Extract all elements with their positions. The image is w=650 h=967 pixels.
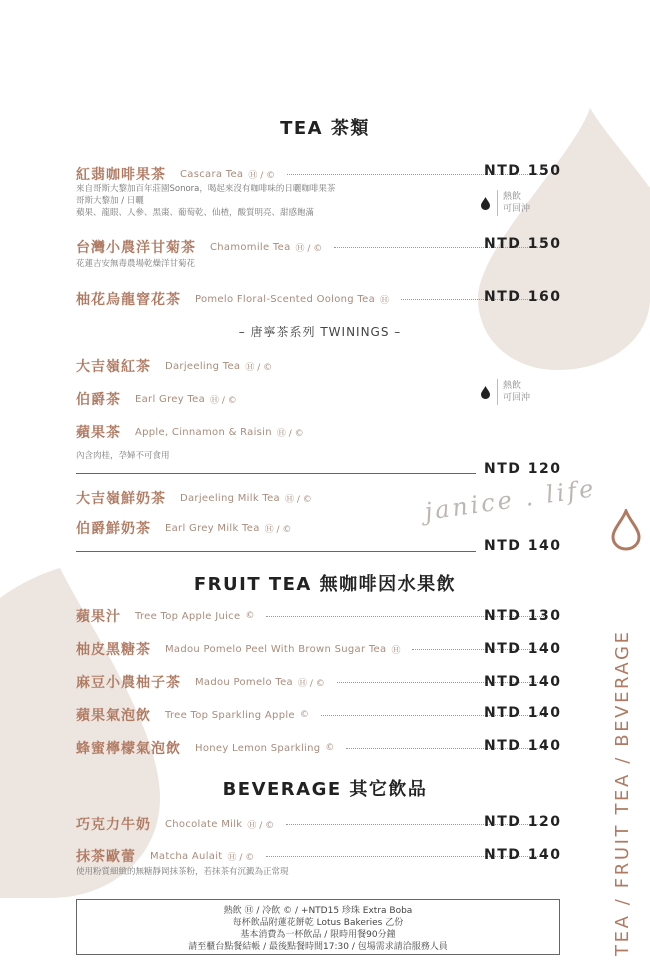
desc-matcha: 使用粉質細緻的無糖靜岡抹茶粉，若抹茶有沉澱為正常現 bbox=[76, 867, 289, 877]
item-name-en: Honey Lemon Sparkling bbox=[195, 742, 321, 754]
item-name-zh: 蘋果氣泡飲 bbox=[76, 708, 151, 724]
item-name-zh: 蘋果茶 bbox=[76, 425, 121, 441]
item-name-zh: 蘋果汁 bbox=[76, 609, 121, 625]
group-divider-line bbox=[76, 551, 476, 552]
notes-box bbox=[76, 899, 560, 955]
item-name-zh: 巧克力牛奶 bbox=[76, 817, 151, 833]
item-name-en: Pomelo Floral-Scented Oolong Tea bbox=[195, 293, 376, 305]
item-name-zh: 柚花烏龍窨花茶 bbox=[76, 292, 181, 308]
section-title-tea: TEA 茶類 bbox=[280, 118, 370, 139]
price-milk-tea: NTD 140 bbox=[484, 538, 562, 554]
temp-badge: © bbox=[299, 710, 309, 720]
drop-icon bbox=[481, 197, 490, 210]
hot-label: 熱飲 bbox=[503, 192, 522, 202]
item-name-zh: 伯爵茶 bbox=[76, 392, 121, 408]
desc-cascara-process: 哥斯大黎加 / 日曬 bbox=[76, 196, 144, 206]
desc-cascara-notes: 蘋果、龍眼、人參、黑棗、葡萄乾、仙楂，酸質明亮、甜感飽滿 bbox=[76, 208, 315, 218]
section-title-twinings: – 唐寧茶系列 TWININGS – bbox=[238, 325, 402, 339]
hot-refill-note-twinings bbox=[481, 377, 551, 409]
item-name-zh: 抹茶歐蕾 bbox=[76, 849, 136, 865]
temp-badge: Ⓗ / © bbox=[248, 170, 276, 181]
temp-badge: © bbox=[325, 743, 335, 753]
item-name-zh: 伯爵鮮奶茶 bbox=[76, 521, 151, 537]
temp-badge: Ⓗ / © bbox=[285, 494, 312, 505]
item-name-en: Tree Top Apple Juice bbox=[135, 610, 241, 622]
item-name-zh: 柚皮黑糖茶 bbox=[76, 642, 151, 658]
section-title-fruit-tea: FRUIT TEA 無咖啡因水果飲 bbox=[193, 574, 457, 595]
temp-badge: Ⓗ / © bbox=[245, 362, 273, 373]
price-cascara: NTD 150 bbox=[484, 163, 562, 179]
note-line: 請至櫃台點餐結帳 / 最後點餐時間17:30 / 包場需求請洽服務人員 bbox=[188, 942, 448, 952]
item-name-en: Madou Pomelo Tea bbox=[195, 676, 293, 688]
temp-badge: Ⓗ bbox=[391, 645, 401, 656]
item-name-en: Tree Top Sparkling Apple bbox=[165, 709, 295, 721]
temp-badge: Ⓗ / © bbox=[295, 243, 323, 254]
section-title-beverage: BEVERAGE 其它飲品 bbox=[222, 779, 428, 800]
desc-cascara-origin: 來自哥斯大黎加百年莊園Sonora，喝起來沒有咖啡味的日曬咖啡果茶 bbox=[76, 184, 336, 194]
temp-badge: Ⓗ bbox=[380, 295, 390, 306]
temp-badge: Ⓗ / © bbox=[210, 395, 237, 406]
note-line: 每杯飲品附蓮花餅乾 Lotus Bakeries 乙份 bbox=[232, 918, 404, 928]
price-chamomile: NTD 150 bbox=[484, 236, 562, 252]
item-name-en: Earl Grey Milk Tea bbox=[165, 522, 260, 534]
item-name-en: Cascara Tea bbox=[180, 168, 244, 180]
hot-refill-note bbox=[481, 188, 551, 220]
item-name-en: Matcha Aulait bbox=[150, 850, 223, 862]
price-pomelo-tea: NTD 140 bbox=[484, 674, 562, 690]
price-honey-lemon: NTD 140 bbox=[484, 738, 562, 754]
item-name-en: Apple, Cinnamon & Raisin bbox=[135, 426, 272, 438]
item-name-zh: 蜂蜜檸檬氣泡飲 bbox=[76, 741, 181, 757]
temp-badge: © bbox=[245, 611, 255, 621]
refill-label: 可回沖 bbox=[503, 204, 531, 214]
item-name-zh: 台灣小農洋甘菊茶 bbox=[76, 240, 196, 256]
price-pomelo-peel: NTD 140 bbox=[484, 641, 562, 657]
temp-badge: Ⓗ / © bbox=[264, 524, 292, 535]
item-name-en: Chocolate Milk bbox=[165, 818, 243, 830]
price-pomelo-oolong: NTD 160 bbox=[484, 289, 562, 305]
price-apple-juice: NTD 130 bbox=[484, 608, 562, 624]
item-name-zh: 麻豆小農柚子茶 bbox=[76, 675, 181, 691]
drop-icon bbox=[481, 386, 490, 399]
desc-chamomile: 花蓮吉安無毒農場乾燥洋甘菊花 bbox=[76, 259, 196, 269]
hot-refill-text bbox=[503, 380, 530, 404]
item-name-en: Chamomile Tea bbox=[210, 241, 291, 253]
refill-label: 可回沖 bbox=[503, 393, 531, 403]
item-name-en: Madou Pomelo Peel With Brown Sugar Tea bbox=[165, 643, 387, 655]
note-line: 基本消費為一杯飲品 / 限時用餐90分鐘 bbox=[240, 930, 396, 940]
item-name-zh: 大吉嶺紅茶 bbox=[76, 359, 151, 375]
vertical-category-label: TEA / FRUIT TEA / BEVERAGE bbox=[612, 629, 633, 956]
hot-label: 熱飲 bbox=[503, 381, 522, 391]
menu-row-darjeeling bbox=[76, 356, 558, 376]
note-line: 熱飲 Ⓗ / 冷飲 © / +NTD15 珍珠 Extra Boba bbox=[223, 906, 413, 916]
price-twinings: NTD 120 bbox=[484, 461, 562, 477]
item-name-en: Darjeeling Tea bbox=[165, 360, 241, 372]
group-divider-line bbox=[76, 473, 476, 474]
temp-badge: Ⓗ / © bbox=[276, 428, 304, 439]
item-name-en: Darjeeling Milk Tea bbox=[180, 492, 280, 504]
item-name-zh: 紅翡咖啡果茶 bbox=[76, 167, 166, 183]
price-sparkling-apple: NTD 140 bbox=[484, 705, 562, 721]
price-matcha-aulait: NTD 140 bbox=[484, 847, 562, 863]
temp-badge: Ⓗ / © bbox=[298, 678, 325, 689]
item-name-zh: 大吉嶺鮮奶茶 bbox=[76, 491, 166, 507]
watermark-signature: janice . life bbox=[422, 474, 598, 526]
desc-apple-tea: 內含肉桂，孕婦不可食用 bbox=[76, 451, 170, 461]
item-name-en: Earl Grey Tea bbox=[135, 393, 205, 405]
temp-badge: Ⓗ / © bbox=[247, 820, 275, 831]
hot-refill-text bbox=[503, 191, 530, 215]
menu-row-earl-grey-milk bbox=[76, 518, 558, 538]
divider bbox=[497, 190, 498, 216]
price-chocolate-milk: NTD 120 bbox=[484, 814, 562, 830]
divider bbox=[497, 379, 498, 405]
menu-row-apple-tea bbox=[76, 422, 558, 442]
temp-badge: Ⓗ / © bbox=[227, 852, 255, 863]
